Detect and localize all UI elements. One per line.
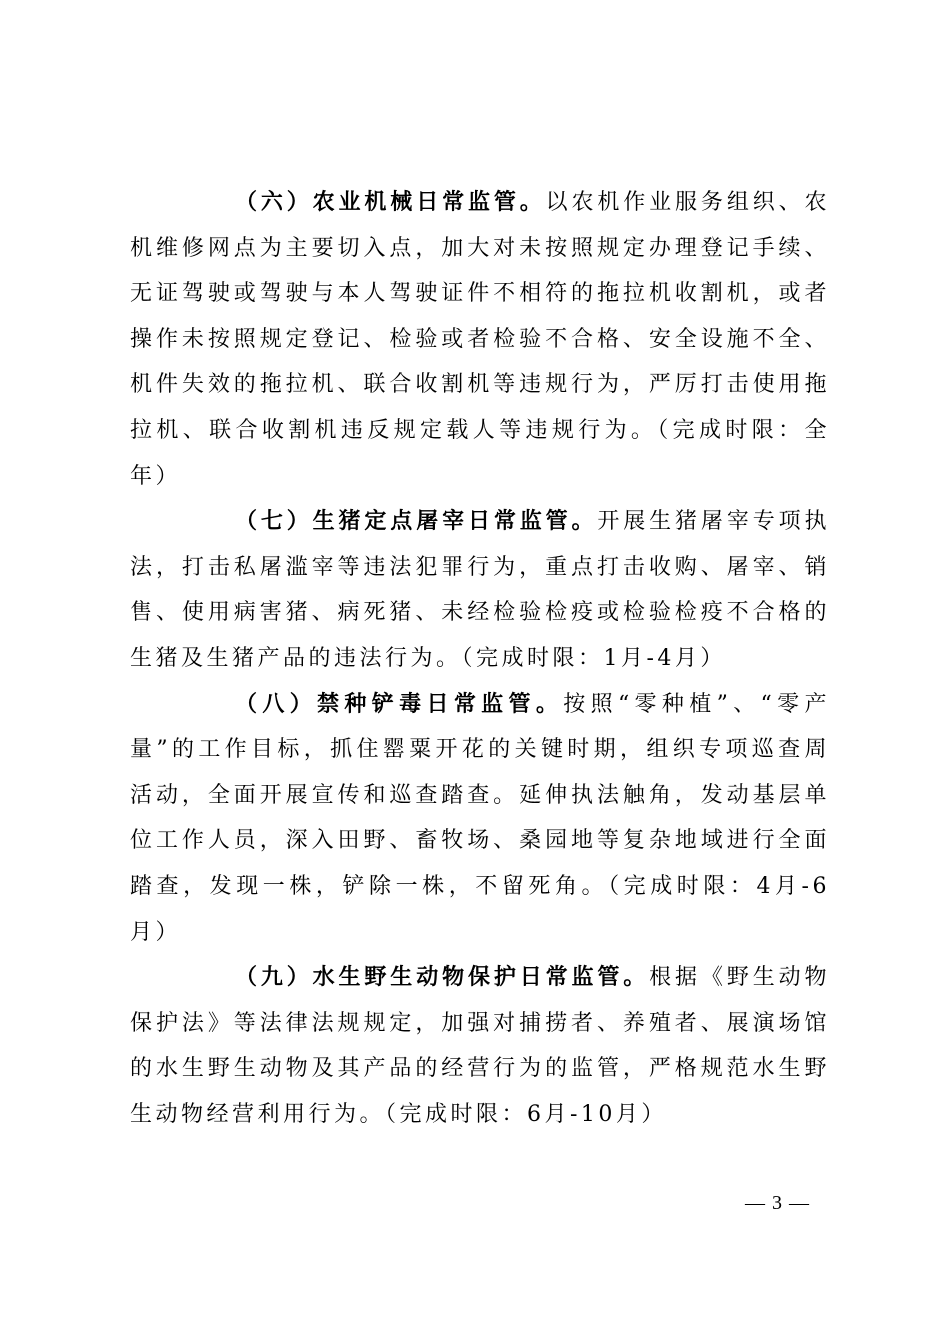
paragraph-text: 开展生猪屠宰专项执法，打击私屠滥宰等违法犯罪行为，重点打击收购、屠宰、销售、使用病害猪、病死猪、未经检验检疫或检验检疫不合格的生猪及生猪产品的违法行为。（完成时限：1月-4月） [130,509,830,671]
paragraph-pig-slaughter [130,499,830,681]
paragraph-heading: （六）农业机械日常监管。 [235,189,546,215]
paragraph-heading: （七）生猪定点屠宰日常监管。 [235,508,598,535]
paragraph-agricultural-machinery [130,180,830,499]
paragraph-text: 以农机作业服务组织、农机维修网点为主要切入点，加大对未按照规定办理登记手续、无证驾驶或驾驶与本人驾驶证件不相符的拖拉机收割机，或者操作未按照规定登记、检验或者检验不合格、安全设施不全、机件失效的拖拉机、联合收割机等违规行为，严厉打击使用拖拉机、联合收割机违反规定载人等违规行为。（完成时限：全年） [130,190,830,489]
paragraph-heading: （八）禁种铲毒日常监管。 [235,690,564,717]
paragraph-text: 根据《野生动物保护法》等法律法规规定，加强对捕捞者、养殖者、展演场馆的水生野生动物及其产品的经营行为的监管，严格规范水生野生动物经营利用行为。（完成时限：6月-10月） [130,965,830,1127]
paragraph-aquatic-wildlife [130,955,830,1137]
paragraph-drug-eradication [130,682,830,956]
paragraph-text: 按照“零种植”、“零产量”的工作目标，抓住罂粟开花的关键时期，组织专项巡查周活动，全面开展宣传和巡查踏查。延伸执法触角，发动基层单位工作人员，深入田野、畜牧场、桑园地等复杂地域进行全面踏查，发现一株，铲除一株，不留死角。（完成时限：4月-6月） [130,691,830,945]
page-number: — 3 — [745,1192,810,1214]
paragraph-heading: （九）水生野生动物保护日常监管。 [235,964,650,991]
document-body [130,180,830,1137]
